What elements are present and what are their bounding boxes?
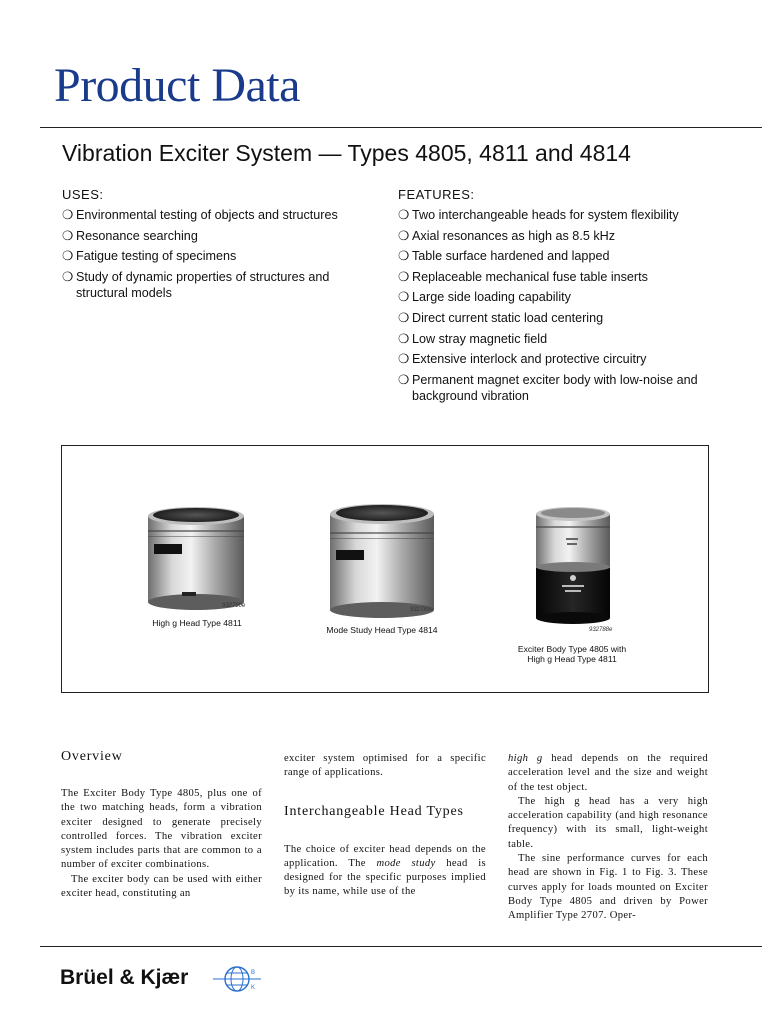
circle-bullet-icon: ❍ (398, 228, 410, 243)
list-item (62, 248, 362, 264)
caption-line: High g Head Type 4811 (527, 654, 617, 664)
list-item (62, 207, 362, 223)
circle-bullet-icon: ❍ (398, 310, 410, 325)
figure-caption-4811: High g Head Type 4811 (152, 618, 242, 628)
circle-bullet-icon: ❍ (62, 208, 74, 222)
logo-letter-b: B (251, 970, 256, 976)
caption-line: Exciter Body Type 4805 with (517, 644, 627, 654)
circle-bullet-icon: ❍ (398, 208, 410, 222)
text-run: The choice of exciter head depends on the application. The (284, 843, 486, 869)
article-paragraph: The high g head has a very high acceleration capability (and high resonance frequency) with its small, light-weight table. (508, 795, 708, 850)
features-section (398, 187, 728, 408)
figure-panel (61, 445, 709, 693)
footer-divider (40, 946, 762, 947)
brand-name: Brüel & Kjær (60, 966, 189, 989)
overview-heading: Overview (61, 749, 123, 764)
circle-bullet-icon: ❍ (398, 331, 410, 346)
list-item-text: Study of dynamic properties of structures and structural models (76, 269, 330, 300)
list-item-text: Direct current static load centering (412, 310, 604, 325)
mode-study-head-photo (330, 504, 434, 618)
figure-caption-4805 (502, 644, 642, 664)
uses-list (62, 207, 362, 301)
uses-section (62, 187, 362, 305)
overview-paragraph: The Exciter Body Type 4805, plus one of the two matching heads, form a vibration exciter designed to generate precisely controlled forces. The vibration exciter system includes parts that are common to a number of exciter combinations. (61, 788, 262, 871)
page-title: Product Data (54, 59, 300, 112)
figure-code: 932790e (222, 603, 246, 609)
article-paragraph: exciter system optimised for a specific range of applications. (284, 753, 486, 779)
list-item-text: Large side loading capability (412, 290, 571, 305)
circle-bullet-icon: ❍ (398, 372, 410, 387)
list-item (398, 331, 728, 347)
circle-bullet-icon: ❍ (398, 352, 410, 367)
circle-bullet-icon: ❍ (398, 269, 410, 284)
list-item (398, 351, 728, 367)
list-item (62, 228, 362, 244)
uses-heading: USES: (62, 187, 104, 202)
high-g-head-photo (148, 507, 244, 610)
list-item-text: Table surface hardened and lapped (412, 249, 610, 264)
features-list (398, 207, 728, 404)
article-paragraph (284, 843, 486, 900)
article-paragraph (508, 752, 708, 795)
figure-code: 932789e (410, 607, 434, 613)
features-heading: FEATURES: (398, 187, 475, 202)
list-item (398, 310, 728, 326)
list-item (398, 372, 728, 404)
list-item-text: Replaceable mechanical fuse table inserts (412, 269, 648, 284)
list-item-text: Two interchangeable heads for system flexibility (412, 208, 679, 222)
circle-bullet-icon: ❍ (398, 249, 410, 264)
list-item-text: Permanent magnet exciter body with low-noise and background vibration (412, 372, 698, 403)
list-item-text: Low stray magnetic field (412, 331, 548, 346)
product-subtitle: Vibration Exciter System — Types 4805, 4811 and 4814 (62, 140, 631, 166)
article-paragraph: The sine performance curves for each head are shown in Fig. 1 to Fig. 3. These curves apply for loads mounted on Exciter Body Type 4805 and driven by Power Amplifier Type 2707. Oper- (508, 853, 708, 922)
list-item (398, 248, 728, 264)
figure-caption-4814: Mode Study Head Type 4814 (326, 625, 438, 635)
figure-code: 932788e (589, 627, 613, 633)
circle-bullet-icon: ❍ (398, 290, 410, 305)
list-item (398, 207, 728, 223)
header-divider (40, 127, 762, 128)
list-item-text: Extensive interlock and protective circuitry (412, 352, 647, 367)
interchangeable-heading: Interchangeable Head Types (284, 803, 464, 819)
list-item-text: Resonance searching (76, 228, 198, 243)
exciter-body-photo (536, 507, 610, 624)
list-item (398, 289, 728, 305)
italic-term: high g (508, 753, 543, 764)
list-item (398, 228, 728, 244)
list-item-text: Fatigue testing of specimens (76, 249, 237, 264)
logo-letter-k: K (251, 985, 256, 991)
list-item-text: Environmental testing of objects and structures (76, 208, 338, 222)
italic-term: mode study (376, 857, 436, 869)
list-item-text: Axial resonances as high as 8.5 kHz (412, 228, 616, 243)
list-item (62, 269, 362, 301)
circle-bullet-icon: ❍ (62, 228, 74, 243)
text-run: head is designed for the specific purposes implied by its name, while use of the (284, 857, 486, 898)
list-item (398, 269, 728, 285)
globe-logo-icon (212, 964, 262, 994)
overview-paragraph: The exciter body can be used with either exciter head, constituting an (61, 873, 262, 900)
text-run: head depends on the required acceleration level and the size and weight of the test object. (508, 753, 708, 793)
article-column-2 (284, 752, 486, 900)
article-column-3 (508, 752, 708, 924)
circle-bullet-icon: ❍ (62, 249, 74, 264)
article-column-1 (61, 748, 262, 901)
circle-bullet-icon: ❍ (62, 269, 74, 284)
